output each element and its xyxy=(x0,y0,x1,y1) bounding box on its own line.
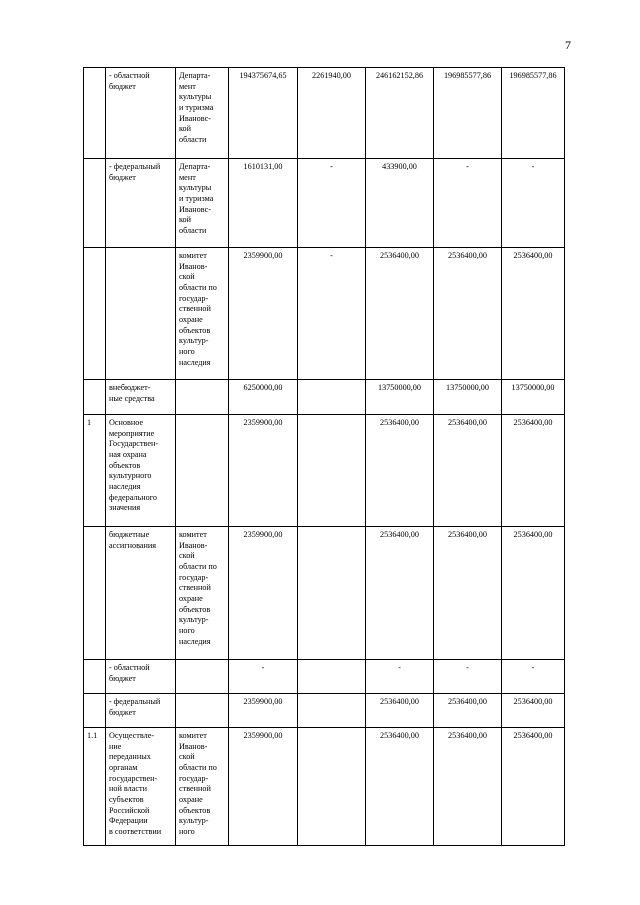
table-row xyxy=(84,380,565,415)
value-cell: 2536400,00 xyxy=(434,728,502,846)
value-cell: 194375674,65 xyxy=(229,68,298,159)
value-cell: - xyxy=(298,248,366,380)
value-cell: - xyxy=(502,159,565,248)
value-cell: 2536400,00 xyxy=(434,527,502,660)
value-cell: 2359900,00 xyxy=(229,728,298,846)
value-cell: - xyxy=(434,660,502,694)
value-cell: 6250000,00 xyxy=(229,380,298,415)
value-cell: 196985577,86 xyxy=(502,68,565,159)
value-cell xyxy=(298,660,366,694)
row-index: 1 xyxy=(84,415,106,527)
row-index xyxy=(84,248,106,380)
value-cell xyxy=(298,415,366,527)
value-cell: 2536400,00 xyxy=(502,415,565,527)
value-cell: 2536400,00 xyxy=(434,694,502,728)
source-cell: - федеральный бюджет xyxy=(106,694,176,728)
value-cell: 2536400,00 xyxy=(434,415,502,527)
table-row xyxy=(84,159,565,248)
table-row xyxy=(84,660,565,694)
value-cell: 196985577,86 xyxy=(434,68,502,159)
source-cell: - областной бюджет xyxy=(106,660,176,694)
row-index xyxy=(84,527,106,660)
table-row xyxy=(84,694,565,728)
value-cell: 2536400,00 xyxy=(502,527,565,660)
row-index xyxy=(84,694,106,728)
source-cell: - областной бюджет xyxy=(106,68,176,159)
table-row xyxy=(84,527,565,660)
value-cell: 2359900,00 xyxy=(229,248,298,380)
value-cell: 2536400,00 xyxy=(502,728,565,846)
executor-cell: комитет Иванов- ской области по государ- ственной охране объектов культур- ного xyxy=(176,728,229,846)
budget-table xyxy=(83,67,565,846)
executor-cell xyxy=(176,660,229,694)
value-cell: 2536400,00 xyxy=(502,694,565,728)
table-row xyxy=(84,415,565,527)
source-cell: - федеральный бюджет xyxy=(106,159,176,248)
executor-cell xyxy=(176,415,229,527)
value-cell xyxy=(298,527,366,660)
table-row xyxy=(84,248,565,380)
value-cell: 246162152,86 xyxy=(366,68,434,159)
value-cell: - xyxy=(298,159,366,248)
value-cell: 2536400,00 xyxy=(434,248,502,380)
value-cell: 2359900,00 xyxy=(229,694,298,728)
source-cell xyxy=(106,248,176,380)
row-index xyxy=(84,68,106,159)
value-cell: 2536400,00 xyxy=(366,728,434,846)
row-index xyxy=(84,380,106,415)
value-cell: 2359900,00 xyxy=(229,415,298,527)
executor-cell: Департа- мент культуры и туризма Ивановс- кой области xyxy=(176,68,229,159)
source-cell: внебюджет- ные средства xyxy=(106,380,176,415)
value-cell: 2536400,00 xyxy=(366,694,434,728)
row-index xyxy=(84,660,106,694)
value-cell xyxy=(298,694,366,728)
page-number: 7 xyxy=(565,38,571,52)
value-cell: - xyxy=(434,159,502,248)
value-cell: 2536400,00 xyxy=(366,248,434,380)
value-cell: 2359900,00 xyxy=(229,527,298,660)
value-cell: 2536400,00 xyxy=(366,415,434,527)
source-cell: бюджетные ассигнования xyxy=(106,527,176,660)
value-cell: 433900,00 xyxy=(366,159,434,248)
executor-cell: Департа- мент культуры и туризма Ивановс- кой области xyxy=(176,159,229,248)
value-cell: 1610131,00 xyxy=(229,159,298,248)
value-cell: 2261940,00 xyxy=(298,68,366,159)
row-index xyxy=(84,159,106,248)
table-row xyxy=(84,728,565,846)
value-cell: - xyxy=(229,660,298,694)
executor-cell xyxy=(176,380,229,415)
executor-cell: комитет Иванов- ской области по государ- ственной охране объектов культур- ного наследия xyxy=(176,527,229,660)
executor-cell xyxy=(176,694,229,728)
source-cell: Осуществле- ние переданных органам государствен- ной власти субъектов Российской Федерации в соответствии xyxy=(106,728,176,846)
table-row xyxy=(84,68,565,159)
value-cell xyxy=(298,728,366,846)
value-cell: 13750000,00 xyxy=(502,380,565,415)
value-cell: - xyxy=(502,660,565,694)
value-cell: - xyxy=(366,660,434,694)
source-cell: Основное мероприятие Государствен- ная охрана объектов культурного наследия федерального значения xyxy=(106,415,176,527)
value-cell: 13750000,00 xyxy=(434,380,502,415)
value-cell xyxy=(298,380,366,415)
row-index: 1.1 xyxy=(84,728,106,846)
executor-cell: комитет Иванов- ской области по государ- ственной охране объектов культур- ного наследия xyxy=(176,248,229,380)
value-cell: 13750000,00 xyxy=(366,380,434,415)
value-cell: 2536400,00 xyxy=(502,248,565,380)
value-cell: 2536400,00 xyxy=(366,527,434,660)
